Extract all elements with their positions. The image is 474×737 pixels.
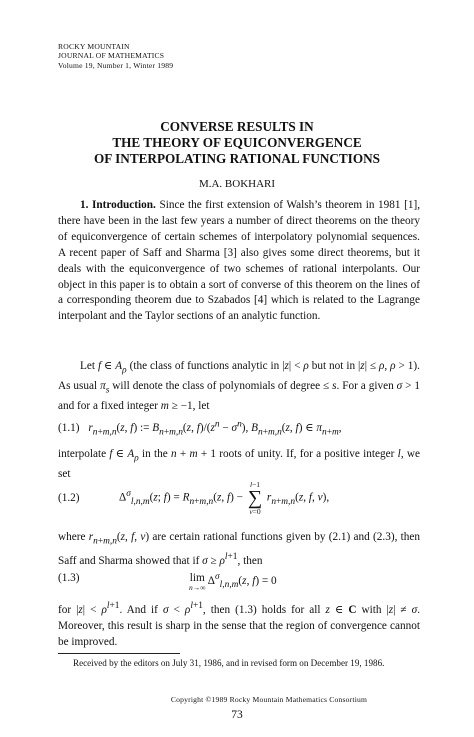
paper-title xyxy=(0,119,474,166)
intro-text: Since the first extension of Walsh’s theorem in 1981 [1], there have been in the last few years a number of direct theorems on the theory of equiconvergence of certain schemes of interpolatory polynomial sequences. A recent paper of Saff and Sharma [3] also gives some direct theorems, but it deals with the equiconvergence of two schemes of rational interpolants. Our object in this paper is to obtain a sort of converse of this theorem on the lines of a corresponding theorem due to Szabados [4] which is related to the Lagrange interpolant and the Taylor sections of an analytic function. xyxy=(58,199,421,323)
journal-header xyxy=(58,42,173,70)
title-line-2: THE THEORY OF EQUICONVERGENCE xyxy=(112,134,362,150)
copyright-line: Copyright ©1989 Rocky Mountain Mathematics Consortium xyxy=(170,695,368,704)
eq-number-1-1: (1.1) xyxy=(58,421,80,434)
conclusion-paragraph: for $|z| < \rho^{l+1}$. And if $\sigma < \rho^{l+1}$, then (1.3) holds for all z ∈ C with |z| ≠ σ. Moreover, this result is sharp in the sense that the region of convergence cannot be improved. xyxy=(58,601,420,648)
journal-line-3: Volume 19, Number 1, Winter 1989 xyxy=(58,60,174,70)
eq-number-1-2: (1.2) xyxy=(58,492,80,504)
journal-line-1: ROCKY MOUNTAIN xyxy=(58,42,130,51)
interpolate-paragraph: interpolate f ∈ $A_\rho$ in the n + m + 1 roots of unity. If, for a positive integer l, we set xyxy=(58,448,420,481)
where-paragraph: where $r_{n+m,n}(z$, f, ν) are certain rational functions given by (2.1) and (2.3), then Saff and Sharma showed that if $\sigma \ge \rho^{l+1}$, then xyxy=(58,531,421,567)
footnote: Received by the editors on July 31, 1986, and in revised form on December 19, 1986. xyxy=(73,658,385,668)
paper-page: ROCKY MOUNTAIN JOURNAL OF MATHEMATICS Volume 19, Number 1, Winter 1989 CONVERSE RESULTS IN THE THEORY OF EQUICONVERGENCE OF INTERPOLATING RATIONAL FUNCTIONS M.A. BOKHARI 1. Introduction. Since the first extension of Walsh’s theorem in 1981 [1], there have been in the last few years a number of direct theorems on the theory of equiconvergence of certain schemes of interpolatory polynomial sequences. A recent paper of Saff and Sharma [3] also gives some direct theorems, but it deals with the equiconvergence of two schemes of rational interpolants. Our object in this paper is to obtain a sort of converse of this theorem on the lines of a corresponding theorem due to Szabados [4] which is related to the Lagrange interpolant and the Taylor sections of an analytic function. Let f ∈ $A_\rho$ (the class of functions analytic in |z| < ρ but not in |z| ≤ ρ, ρ > 1). As usual $\pi_s$ will denote the class of polynomials of degree ≤ s. For a given σ > 1 and for a fixed integer m ≥ −1, let (1.1) $r_{n+m,n}(z$, f) := $B_{n+m,n}(z$, $f)/(z^n - \sigma^n)$, $B_{n+m,n}(z$, f) ∈ $\pi_{n+m}$, interpolate f ∈ $A_\rho$ in the n + m + 1 roots of unity. If, for a positive integer l, we set (1.2) $\Delta^\sigma_{l,n,m}(z$; $f) = R_{n+m,n}(z$, f) − l−1 ∑ ν=0 $r_{n+m,n}(z$, f, ν), where $r_{n+m,n}(z$, f, ν) are certain rational functions given by (2.1) and (2.3), then Saff and Sharma showed that if $\sigma \ge \rho^{l+1}$, then (1.3) lim n→∞ $\Delta^\sigma_{l,n,m}(z$, f) = 0 for $|z| < \rho^{l+1}$. And if $\sigma < \rho^{l+1}$, then (1.3) holds for all z ∈ C with |z| ≠ σ. Moreover, this result is sharp in the sense that the region of convergence cannot be improved. Received by the editors on July 31, 1986, and in revised form on December 19, 1986. Copyright ©1989 Rocky Mountain Mathematics Consortium 73 xyxy=(0,0,474,737)
title-line-3: OF INTERPOLATING RATIONAL FUNCTIONS xyxy=(94,150,380,166)
intro-paragraph xyxy=(58,198,420,325)
author-name: M.A. BOKHARI xyxy=(198,178,276,190)
page-number: 73 xyxy=(231,709,243,721)
title-line-1: CONVERSE RESULTS IN xyxy=(160,119,314,134)
journal-line-2: JOURNAL OF MATHEMATICS xyxy=(58,51,165,61)
eq-number-1-3: (1.3) xyxy=(58,572,80,584)
equation-1-1: (1.1) $r_{n+m,n}(z$, f) := $B_{n+m,n}(z$, $f)/(z^n - \sigma^n)$, $B_{n+m,n}(z$, f) ∈ $\pi_{n+m}$, xyxy=(58,419,342,437)
footnote-rule xyxy=(58,653,180,654)
section-heading: 1. Introduction. xyxy=(80,199,156,211)
definition-paragraph: Let f ∈ $A_\rho$ (the class of functions analytic in |z| < ρ but not in |z| ≤ ρ, ρ > 1). As usual $\pi_s$ will denote the class of polynomials of degree ≤ s. For a given σ > 1 and for a fixed integer m ≥ −1, let xyxy=(58,360,420,413)
